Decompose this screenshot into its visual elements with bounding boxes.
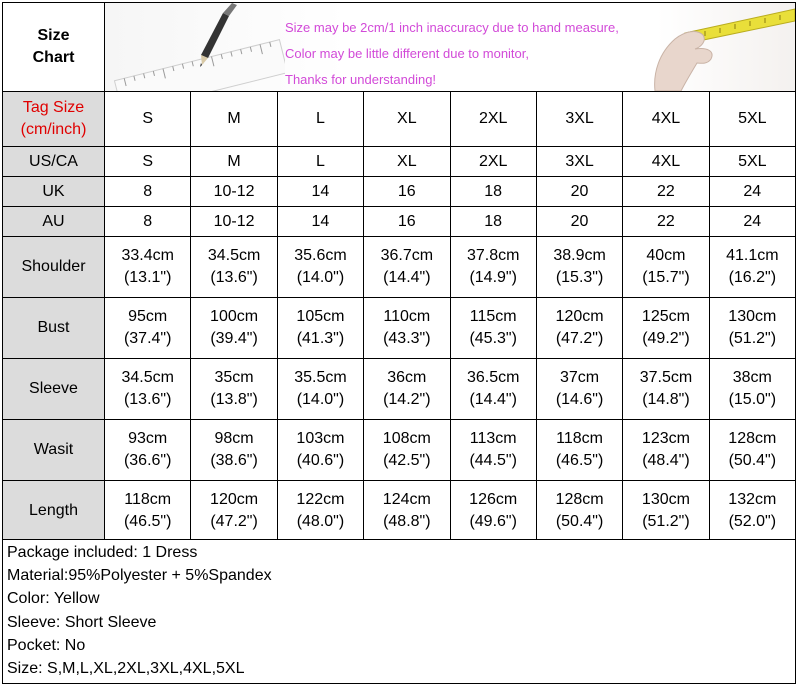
cm-value: 37.5cm	[639, 369, 693, 386]
tag-size-label-line-1: Tag Size	[22, 99, 85, 116]
measurement-cell	[105, 481, 191, 542]
banner-row	[3, 3, 796, 92]
measurement-cell	[364, 237, 450, 298]
measurement-cell	[623, 237, 709, 298]
inch-value: (13.8")	[210, 391, 258, 408]
cm-value: 122cm	[296, 491, 345, 508]
measurement-row	[3, 359, 796, 420]
measurement-cell	[105, 298, 191, 359]
cm-value: 124cm	[382, 491, 431, 508]
table-cell: 2XL	[450, 147, 536, 177]
measurement-cell	[105, 237, 191, 298]
tag-size-row	[3, 92, 796, 147]
measurement-cell	[709, 237, 795, 298]
table-cell: 14	[277, 207, 363, 237]
cm-value: 100cm	[210, 308, 259, 325]
title-line-2: Chart	[32, 49, 75, 66]
table-cell: 24	[709, 177, 795, 207]
measurement-cell	[536, 298, 622, 359]
cm-value: 38.9cm	[553, 247, 606, 264]
cm-value: 35.6cm	[294, 247, 347, 264]
measurement-cell	[191, 420, 277, 481]
measurement-cell	[623, 359, 709, 420]
table-cell: M	[191, 147, 277, 177]
inch-value: (13.6")	[123, 391, 172, 408]
inch-value: (47.2")	[555, 330, 604, 347]
measurement-label: Shoulder	[3, 237, 105, 298]
title-line-1: Size	[37, 27, 70, 44]
inch-value: (14.0")	[296, 391, 345, 408]
inch-value: (50.4")	[728, 452, 777, 469]
cm-value: 123cm	[641, 430, 690, 447]
inch-value: (42.5")	[383, 452, 431, 469]
inch-value: (47.2")	[210, 513, 258, 530]
cm-value: 128cm	[555, 491, 604, 508]
cm-value: 125cm	[641, 308, 690, 325]
package-line: Sleeve: Short Sleeve	[7, 613, 157, 631]
table-cell: 14	[277, 177, 363, 207]
inch-value: (36.6")	[123, 452, 172, 469]
inch-value: (14.9")	[469, 269, 517, 286]
inch-value: (43.3")	[383, 330, 431, 347]
inch-value: (40.6")	[296, 452, 345, 469]
cm-value: 36cm	[387, 369, 427, 386]
cm-value: 128cm	[728, 430, 777, 447]
measurement-cell	[450, 237, 536, 298]
cm-value: 118cm	[124, 491, 172, 508]
cm-value: 37cm	[560, 369, 600, 386]
measurement-row	[3, 420, 796, 481]
inch-value: (46.5")	[555, 452, 604, 469]
measurement-cell	[536, 420, 622, 481]
measurement-cell	[191, 359, 277, 420]
cm-value: 34.5cm	[121, 369, 174, 386]
cm-value: 113cm	[469, 430, 517, 447]
measurement-cell	[623, 420, 709, 481]
cm-value: 33.4cm	[121, 247, 174, 264]
size-conversion-row	[3, 207, 796, 237]
inch-value: (14.4")	[383, 269, 431, 286]
inch-value: (46.5")	[123, 513, 172, 530]
cm-value: 93cm	[128, 430, 168, 447]
inch-value: (50.4")	[555, 513, 604, 530]
measurement-cell	[277, 359, 363, 420]
note-color-monitor: Color may be little different due to monitor,	[285, 46, 529, 61]
inch-value: (15.0")	[728, 391, 777, 408]
cm-value: 118cm	[556, 430, 603, 447]
measurement-row	[3, 237, 796, 298]
measurement-cell	[191, 481, 277, 542]
measurement-label: Sleeve	[3, 359, 105, 420]
measurement-label: Wasit	[3, 420, 105, 481]
inch-value: (14.2")	[383, 391, 431, 408]
cm-value: 95cm	[128, 308, 168, 325]
measurement-cell	[709, 298, 795, 359]
inch-value: (51.2")	[642, 513, 690, 530]
inch-value: (14.6")	[555, 391, 604, 408]
inch-value: (14.0")	[296, 269, 345, 286]
inch-value: (45.3")	[469, 330, 517, 347]
cm-value: 35.5cm	[294, 369, 347, 386]
cm-value: 130cm	[728, 308, 777, 325]
measurement-cell	[364, 481, 450, 542]
row-label: AU	[3, 207, 105, 237]
inch-value: (52.0")	[728, 513, 777, 530]
measurement-row	[3, 298, 796, 359]
package-info	[2, 539, 796, 684]
table-cell: 22	[623, 177, 709, 207]
size-header-cell: XL	[364, 92, 450, 147]
cm-value: 105cm	[296, 308, 345, 325]
measurement-cell	[709, 481, 795, 542]
inch-value: (48.4")	[642, 452, 690, 469]
cm-value: 35cm	[214, 369, 254, 386]
note-thanks: Thanks for understanding!	[285, 72, 437, 87]
cm-value: 108cm	[382, 430, 431, 447]
ruler-pencil-icon	[105, 3, 285, 91]
package-line: Pocket: No	[7, 636, 86, 654]
measurement-cell	[277, 298, 363, 359]
note-hand-measure: Size may be 2cm/1 inch inaccuracy due to hand measure,	[285, 20, 619, 35]
measurement-cell	[536, 481, 622, 542]
inch-value: (14.8")	[642, 391, 690, 408]
inch-value: (49.6")	[469, 513, 517, 530]
size-conversion-row	[3, 147, 796, 177]
table-cell: 10-12	[191, 207, 277, 237]
table-cell: 20	[536, 207, 622, 237]
inch-value: (15.3")	[555, 269, 604, 286]
measurement-cell	[450, 481, 536, 542]
inch-value: (49.2")	[642, 330, 690, 347]
size-header-cell: 2XL	[450, 92, 536, 147]
banner-cell	[105, 3, 796, 92]
row-label: US/CA	[3, 147, 105, 177]
table-cell: 20	[536, 177, 622, 207]
measurement-cell	[709, 359, 795, 420]
cm-value: 37.8cm	[466, 247, 520, 264]
size-header-cell: S	[105, 92, 191, 147]
measurement-cell	[536, 237, 622, 298]
measurement-cell	[623, 481, 709, 542]
inch-value: (48.8")	[383, 513, 431, 530]
cm-value: 110cm	[383, 308, 431, 325]
hand-tape-measure-icon	[645, 3, 795, 91]
cm-value: 132cm	[728, 491, 777, 508]
measurement-cell	[105, 359, 191, 420]
cm-value: 98cm	[214, 430, 254, 447]
table-cell: 3XL	[536, 147, 622, 177]
measurement-cell	[364, 420, 450, 481]
cm-value: 41.1cm	[726, 247, 779, 264]
inch-value: (39.4")	[210, 330, 258, 347]
cm-value: 115cm	[469, 308, 517, 325]
measurement-cell	[277, 481, 363, 542]
measurement-cell	[536, 359, 622, 420]
inch-value: (16.2")	[728, 269, 777, 286]
table-cell: 18	[450, 207, 536, 237]
cm-value: 126cm	[469, 491, 518, 508]
table-cell: 5XL	[709, 147, 795, 177]
measurement-cell	[277, 237, 363, 298]
measurement-cell	[191, 298, 277, 359]
size-conversion-row	[3, 177, 796, 207]
cm-value: 120cm	[555, 308, 604, 325]
size-chart-title	[3, 3, 105, 92]
size-header-cell: 5XL	[709, 92, 795, 147]
cm-value: 40cm	[646, 247, 686, 264]
row-label: UK	[3, 177, 105, 207]
table-cell: S	[105, 147, 191, 177]
inch-value: (38.6")	[210, 452, 258, 469]
inch-value: (44.5")	[469, 452, 517, 469]
table-cell: 24	[709, 207, 795, 237]
size-table	[2, 2, 796, 542]
measurement-label: Length	[3, 481, 105, 542]
measurement-cell	[364, 359, 450, 420]
inch-value: (15.7")	[642, 269, 690, 286]
package-line: Package included: 1 Dress	[7, 544, 198, 561]
measurement-cell	[623, 298, 709, 359]
cm-value: 36.7cm	[380, 247, 434, 264]
measurement-cell	[450, 298, 536, 359]
table-cell: 18	[450, 177, 536, 207]
size-header-cell: 3XL	[536, 92, 622, 147]
table-cell: XL	[364, 147, 450, 177]
measurement-cell	[105, 420, 191, 481]
measurement-cell	[450, 420, 536, 481]
inch-value: (13.1")	[123, 269, 172, 286]
banner	[105, 3, 795, 91]
inch-value: (41.3")	[296, 330, 345, 347]
size-header-cell: M	[191, 92, 277, 147]
inch-value: (13.6")	[210, 269, 258, 286]
package-line: Size: S,M,L,XL,2XL,3XL,4XL,5XL	[7, 660, 245, 678]
table-cell: 10-12	[191, 177, 277, 207]
cm-value: 103cm	[296, 430, 345, 447]
table-cell: 16	[364, 207, 450, 237]
tag-size-label-line-2: (cm/inch)	[20, 121, 87, 138]
package-line: Color: Yellow	[7, 590, 100, 608]
table-cell: 8	[105, 177, 191, 207]
package-line: Material:95%Polyester + 5%Spandex	[7, 567, 272, 585]
measurement-label: Bust	[3, 298, 105, 359]
table-cell: 4XL	[623, 147, 709, 177]
table-cell: 22	[623, 207, 709, 237]
cm-value: 38cm	[732, 369, 772, 386]
inch-value: (14.4")	[469, 391, 517, 408]
measurement-cell	[364, 298, 450, 359]
table-cell: L	[277, 147, 363, 177]
measurement-cell	[277, 420, 363, 481]
table-cell: 16	[364, 177, 450, 207]
inch-value: (37.4")	[123, 330, 172, 347]
measurement-cell	[709, 420, 795, 481]
measurement-cell	[191, 237, 277, 298]
table-cell: 8	[105, 207, 191, 237]
tag-size-label	[3, 92, 105, 147]
inch-value: (51.2")	[728, 330, 777, 347]
cm-value: 130cm	[641, 491, 690, 508]
cm-value: 120cm	[210, 491, 259, 508]
inch-value: (48.0")	[296, 513, 345, 530]
measurement-row	[3, 481, 796, 542]
size-header-cell: L	[277, 92, 363, 147]
size-header-cell: 4XL	[623, 92, 709, 147]
cm-value: 34.5cm	[207, 247, 261, 264]
cm-value: 36.5cm	[466, 369, 520, 386]
measurement-cell	[450, 359, 536, 420]
